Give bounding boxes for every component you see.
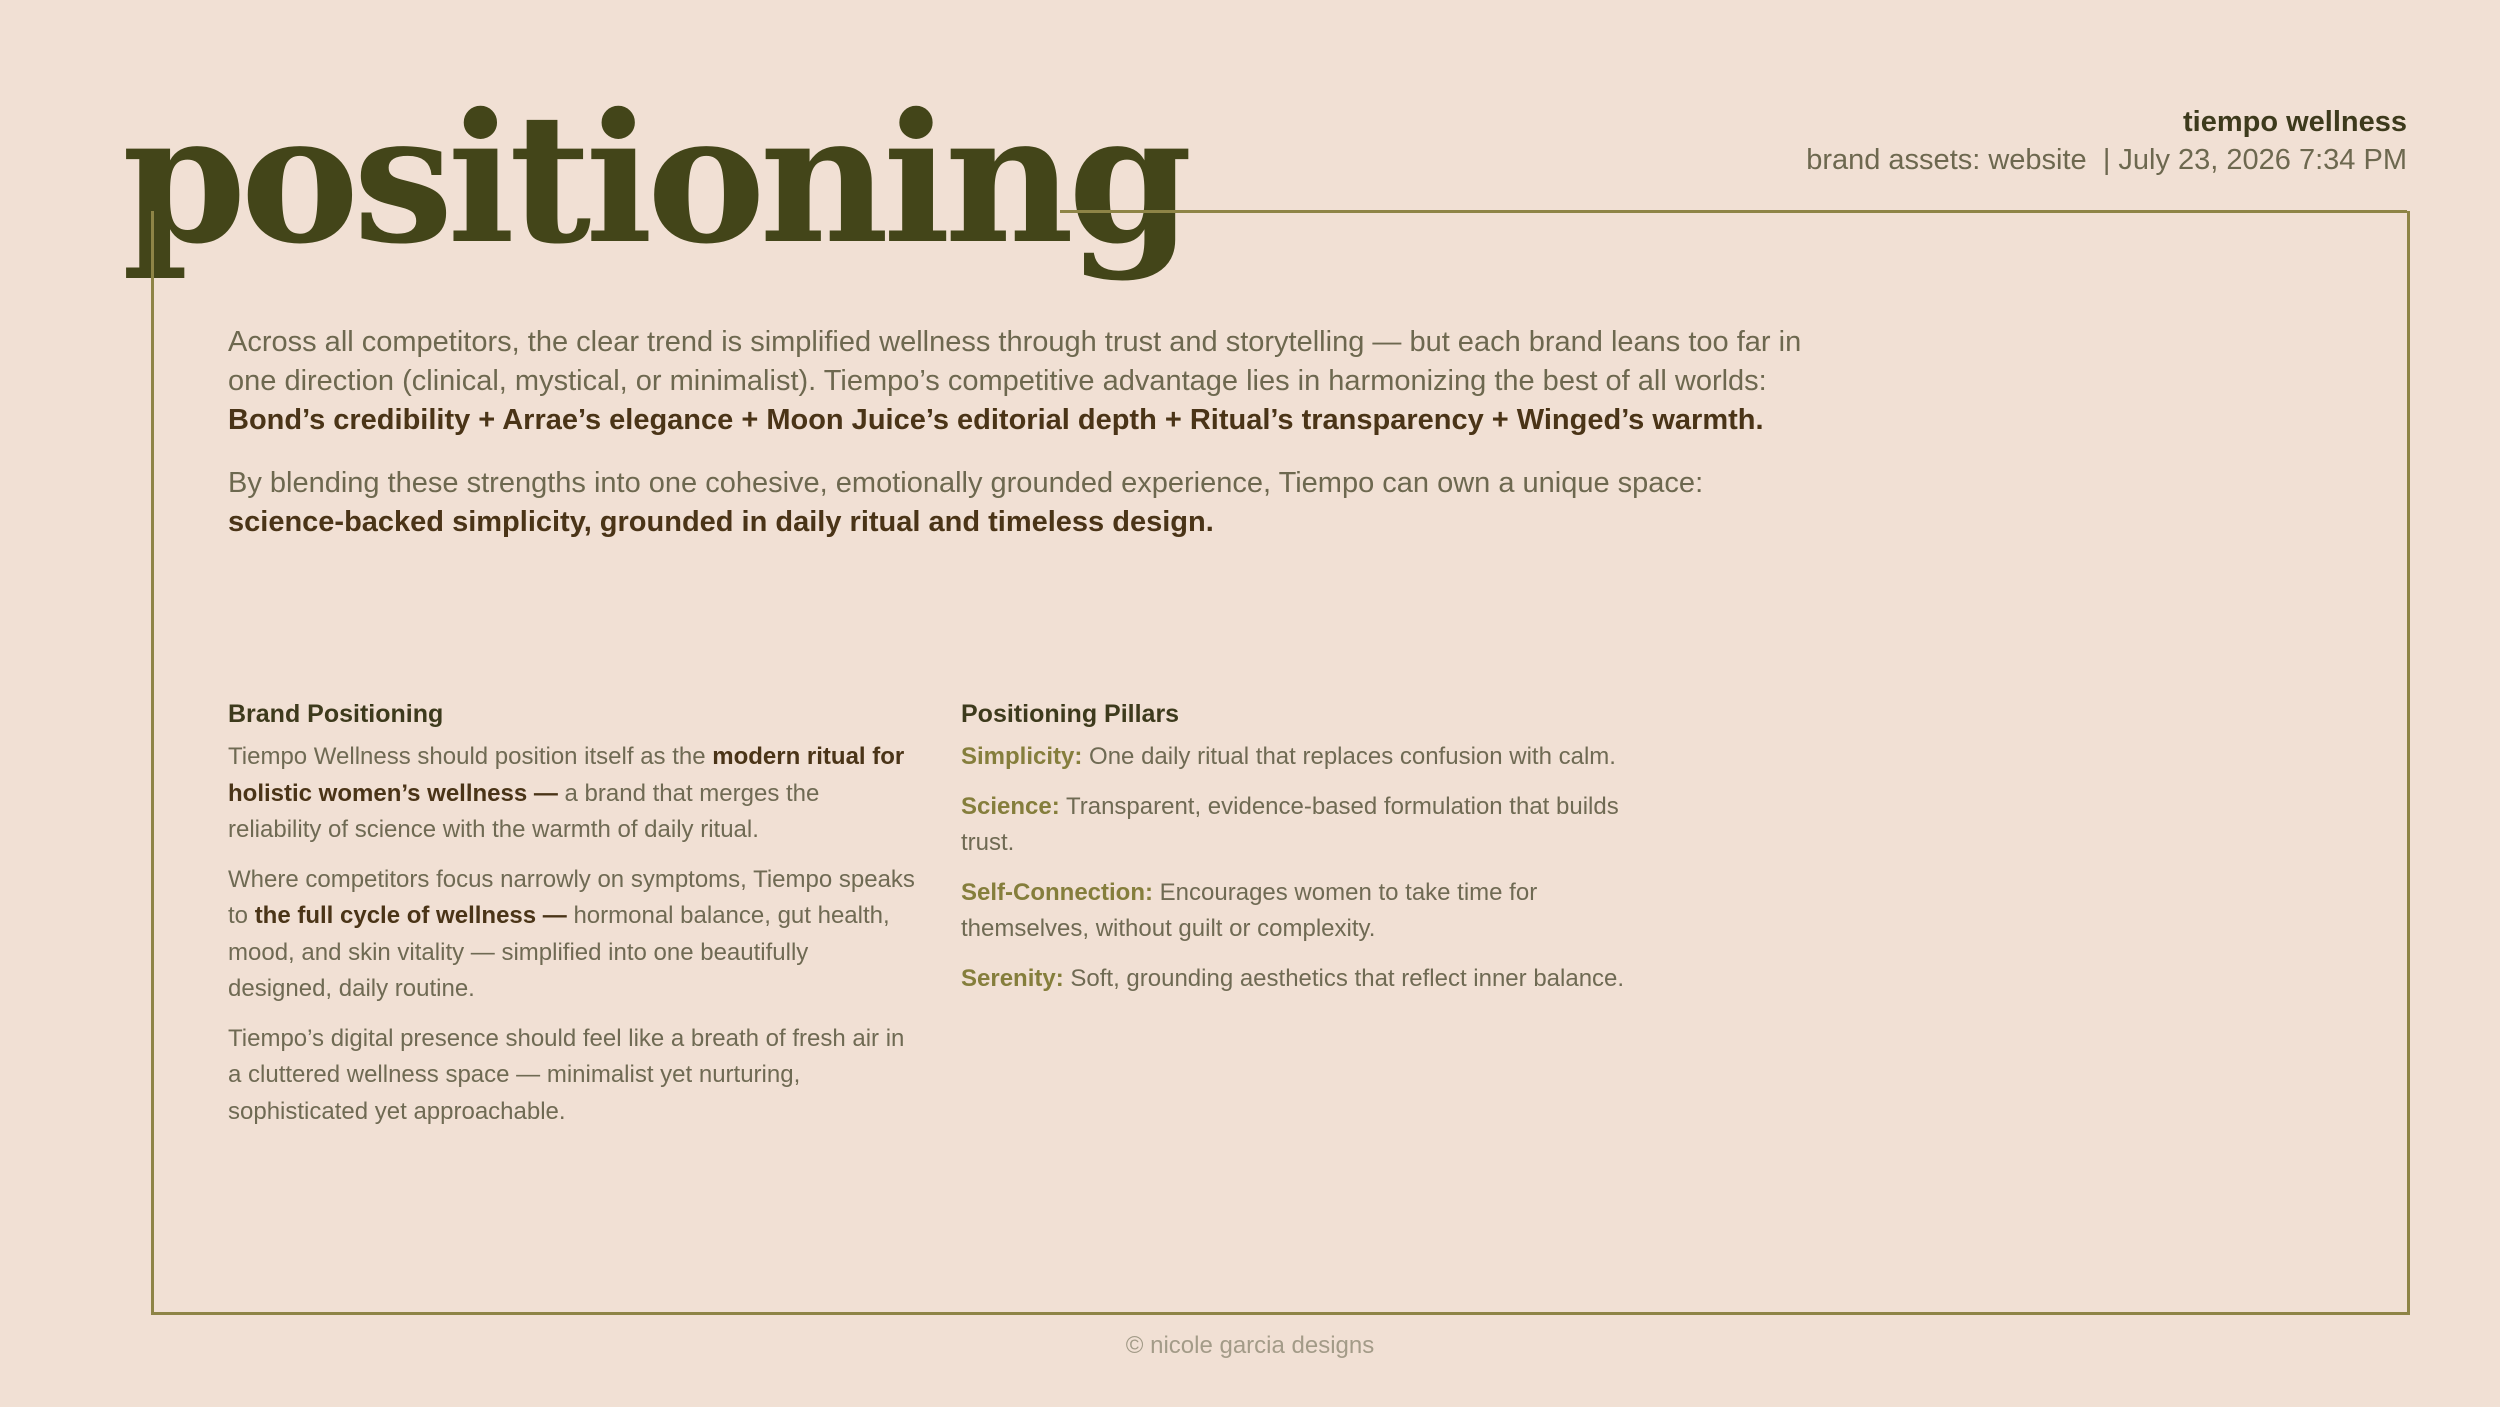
intro-emphasis-2: science-backed simplicity, grounded in daily ritual and timeless design. xyxy=(228,506,1214,538)
pillar-text: Soft, grounding aesthetics that reflect inner balance. xyxy=(1070,964,1625,992)
pillar-term: Self-Connection: xyxy=(961,878,1153,906)
pillar-term: Serenity: xyxy=(961,964,1064,992)
pillar-term: Science: xyxy=(961,792,1060,820)
meta-subline xyxy=(1806,141,2407,179)
pillar-item xyxy=(961,875,1621,948)
brand-positioning-paragraph-1: Tiempo Wellness should position itself as the modern ritual for holistic women’s wellness — a brand that merges the reliability of science with the warmth of daily ritual. xyxy=(228,743,905,843)
pillar-item xyxy=(961,961,1721,998)
footer-credit: © nicole garcia designs xyxy=(1125,1332,1375,1359)
page-title: positioning xyxy=(122,74,1187,283)
intro-emphasis: Bond’s credibility + Arrae’s elegance + Moon Juice’s editorial depth + Ritual’s transparency + Winged’s warmth. xyxy=(228,404,1764,436)
meta-timestamp: July 23, 2026 7:34 PM xyxy=(2118,144,2407,176)
brand-positioning-paragraph-2: Where competitors focus narrowly on symptoms, Tiempo speaks to the full cycle of wellness — hormonal balance, gut health, mood, and skin vitality — simplified into one beautifully designed, daily routine. xyxy=(228,865,915,1002)
pillar-item xyxy=(961,739,1721,776)
brand-positioning-paragraph-3: Tiempo’s digital presence should feel like a breath of fresh air in a cluttered wellness space — minimalist yet nurturing, sophisticated yet approachable. xyxy=(228,1024,905,1125)
meta-separator: | xyxy=(2102,144,2111,176)
positioning-pillars-section xyxy=(961,698,1721,1010)
pillar-text: One daily ritual that replaces confusion with calm. xyxy=(1089,743,1616,770)
brand-positioning-section xyxy=(228,698,918,1143)
pillar-item xyxy=(961,789,1621,862)
meta-subtitle: brand assets: website xyxy=(1806,144,2087,176)
intro-paragraph-2: By blending these strengths into one cohesive, emotionally grounded experience, Tiempo can own a unique space: xyxy=(228,467,1704,499)
pillar-text: Encourages women to take time for themselves, without guilt or complexity. xyxy=(961,878,1538,942)
header-meta xyxy=(1806,103,2407,179)
intro-paragraph: Across all competitors, the clear trend is simplified wellness through trust and storytelling — but each brand leans too far in one direction (clinical, mystical, or minimalist). Tiempo’s competitive advantage lies in harmonizing the best of all worlds: xyxy=(228,326,1802,397)
brand-positioning-heading: Brand Positioning xyxy=(228,700,444,728)
company-name: tiempo wellness xyxy=(2182,106,2407,138)
positioning-pillars-heading: Positioning Pillars xyxy=(961,700,1180,728)
pillar-term: Simplicity: xyxy=(961,743,1083,770)
intro-section xyxy=(228,323,1848,542)
pillar-text: Transparent, evidence-based formulation that builds trust. xyxy=(961,792,1619,856)
